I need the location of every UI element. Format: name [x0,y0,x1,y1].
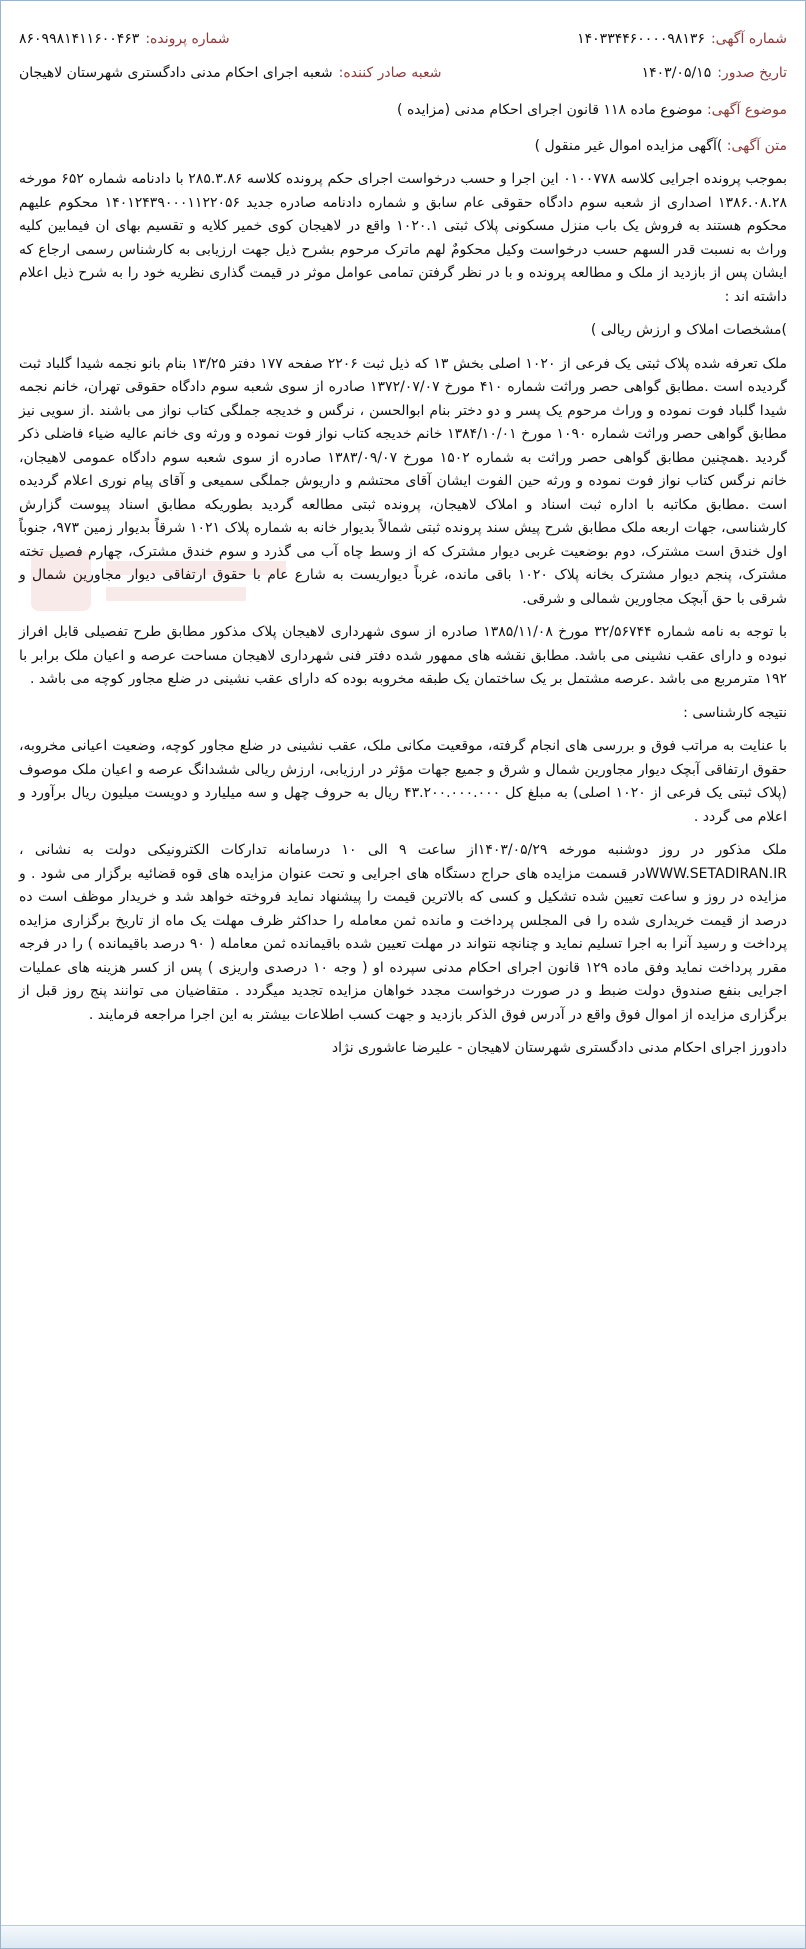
header-row-1 [19,31,787,47]
signature: دادورز اجرای احکام مدنی دادگستری شهرستان لاهیجان - علیرضا عاشوری نژاد [331,1040,787,1056]
paragraph-municipality: با توجه به نامه شماره ۳۲/۵۶۷۴۴ مورخ ۱۳۸۵/۱۱/۰۸ صادره از سوی شهرداری لاهیجان پلاک مذکور مطابق طرح تفصیلی قابل افراز نبوده و دارای عقب نشینی می باشد. مطابق نقشه های ممهور شده دفتر فنی شهرداری لاهیجان مساحت عرصه و اعیان ملک برابر با ۱۹۲ مترمربع می باشد .عرصه مشتمل بر یک ساختمان یک طبقه مخروبه بوده که دارای عقب نشینی در ضلع مجاور کوچه می باشد . [19,624,787,687]
ad-number-value: ۱۴۰۳۳۴۴۶۰۰۰۰۹۸۱۳۶ [577,31,705,47]
section-title-properties: )مشخصات املاک و ارزش ریالی ) [590,322,787,338]
body-label: متن آگهی: [726,137,787,154]
paragraph-valuation: با عنایت به مراتب فوق و بررسی های انجام گرفته، موقعیت مکانی ملک، عقب نشینی در ضلع مجاور کوچه، وضعیت اعیانی مخروبه، حقوق ارتفاقی آبچک دیوار مجاورین شمال و شرق و جمیع جهات مؤثر در ارزیابی، ارزش ریالی ششدانگ عرصه و اعیان ملک موصوف (پلاک ثبتی یک فرعی از ۱۰۲۰ اصلی) به مبلغ کل ۴۳.۲۰۰.۰۰۰.۰۰۰ ریال به حروف چهل و سه میلیارد و دویست میلیون ریال برآورد و اعلام می گردد . [19,738,787,825]
header-row-2 [19,65,787,81]
section-title-expert-result: نتیجه کارشناسی : [683,704,787,721]
paragraph-property-details: ملک تعرفه شده پلاک ثبتی یک فرعی از ۱۰۲۰ اصلی بخش ۱۳ که ذیل ثبت ۲۲۰۶ صفحه ۱۷۷ دفتر ۱۳/۲۵ بنام بانو نجمه شیدا گلباد ثبت گردیده است .مطابق گواهی حصر وراثت شماره ۴۱۰ مورخ ۱۳۷۲/۰۷/۰۷ صادره از سوی شعبه سوم دادگاه حقوقی تهران، خانم نجمه شیدا گلباد فوت نموده و وراث مرحوم یک پسر و دو دختر بنام ابوالحسن ، نرگس و خدیجه جملگی کتاب نواز می باشند .از سویی نیز مطابق گواهی حصر وراثت شماره ۱۰۹۰ مورخ ۱۳۸۴/۱۰/۰۱ خانم خدیجه کتاب نواز فوت نموده و ورثه وی خانم عالیه ضیاء فاضلی ذکر گردید .همچنین مطابق گواهی حصر وراثت به شماره ۱۵۰۲ مورخ ۱۳۸۳/۰۹/۰۷ صادره از سوی شعبه سوم دادگاه عمومی لاهیجان، خانم نرگس کتاب نواز فوت نموده و ورثه حین الفوت ایشان آقای محتشم و داریوش جملگی سمیعی و آقای پیام نوری اعلام گردیده است .مطابق مکاتبه با اداره ثبت اسناد و املاک لاهیجان، پرونده ثبتی مطالعه گردید بطوریکه مطابق اسناد پیوست گزارش کارشناسی، جهات اربعه ملک مطابق شرح پیش سند پرونده ثبتی شمالاً بدیوار خانه به شماره پلاک ۱۰۲۱ شرقاً بدیوار زمین ۹۷۳، جنوباً اول خندق است مشترک، دوم بوضعیت غربی دیوار مشترک که از وسط چاه آب می گذرد و سوم خندق مشترک، چهارم فصیل تخته مشترک، پنجم دیوار مشترک بخانه پلاک ۱۰۲۰ باقی مانده، غرباً دیواریست به شارع عام با حقوق ارتفاقی دیوار مجاورین شمال و شرقی با حق آبچک مجاورین شمالی و شرقی. [19,355,788,607]
ad-content [1,99,805,1061]
ad-body-heading [19,135,787,159]
issue-date-label: تاریخ صدور: [717,65,787,81]
ad-number [577,31,787,47]
case-number [19,31,230,47]
ad-subject [19,99,787,123]
issue-date-value: ۱۴۰۳/۰۵/۱۵ [641,65,712,81]
issuer-value: شعبه اجرای احکام مدنی دادگستری شهرستان لاهیجان [19,65,333,81]
subject-text: موضوع ماده ۱۱۸ قانون اجرای احکام مدنی (مزایده ) [397,102,703,118]
issuer-label: شعبه صادر کننده: [338,65,442,81]
case-number-value: ۸۶۰۹۹۸۱۴۱۱۶۰۰۴۶۳ [19,31,140,47]
paragraph-auction-terms: ملک مذکور در روز دوشنبه مورخه ۱۴۰۳/۰۵/۲۹از ساعت ۹ الی ۱۰ درسامانه تدارکات الکترونیکی دولت به نشانی ، WWW.SETADIRAN.IRدر قسمت مزایده های حراج دستگاه های اجرایی و تحت عنوان مزایده های قوه قضائیه برگزار می شود . و مزایده در روز و ساعت تعیین شده تشکیل و کسی که بالاترین قیمت را پیشنهاد نماید فروخته خواهد شد و خریدار موظف است ده درصد از قیمت خریداری شده را فی المجلس پرداخت و مانده ثمن معامله را حداکثر ظرف مهلت یک ماه از تاریخ برگزاری مزایده پرداخت و رسید آنرا به اجرا تسلیم نماید و چنانچه نتواند در مهلت تعیین شده باقیمانده ثمن معامله ( ۹۰ درصد باقیمانده ) را در فرجه مقرر پرداخت نماید وفق ماده ۱۲۹ قانون اجرای احکام مدنی سپرده او ( وجه ۱۰ درصدی واریزی ) پس از کسر هزینه های عملیات اجرایی بنفع صندوق دولت ضبط و در صورت درخواست مجدد خواهان مزایده تجدید میگردد . متقاضیان می توانند پنج روز قبل از برگزاری مزایده از اموال فوق واقع در آدرس فوق الذکر بازدید و جهت کسب اطلاعات بیشتر به این اجرا مراجعه فرمایند . [19,842,788,1023]
ad-number-label: شماره آگهی: [710,31,787,47]
case-number-label: شماره پرونده: [145,31,230,47]
paragraph-intro: بموجب پرونده اجرایی کلاسه ۰۱۰۰۷۷۸ این اجرا و حسب درخواست اجرای حکم پرونده کلاسه ۲۸۵.۳.۸۶ با دادنامه شماره ۶۵۲ مورخه ۱۳۸۶.۰۸.۲۸ اصداری از شعبه سوم دادگاه حقوقی عام سابق و شماره دادنامه صادره جدید ۱۴۰۱۲۴۳۹۰۰۰۱۱۲۲۰۵۶ محکوم علیهم محکوم هستند به فروش یک باب منزل مسکونی پلاک ثبتی ۱۰۲۰.۱ واقع در لاهیجان کوی خمیر کلایه و تقسیم بهای ان فیمابین کلیه وراث به نسبت قدر السهم حسب درخواست وکیل محکومٌ لهم ماترک مرحوم بشرح ذیل جهت ارزیابی به کارشناس رسمی ارجاع که ایشان پس از بازدید از ملک و مطالعه پرونده و با در نظر گرفتن تمامی عوامل موثر در قیمت گذاری نظریه خود را به شرح ذیل اعلام داشته اند : [19,171,788,305]
issuer [19,65,441,81]
bottom-bar [1,1925,805,1948]
subject-label: موضوع آگهی: [706,102,787,118]
body-title: )آگهی مزایده اموال غیر منقول ) [534,137,723,154]
ad-header [1,1,805,81]
issue-date [642,65,787,81]
